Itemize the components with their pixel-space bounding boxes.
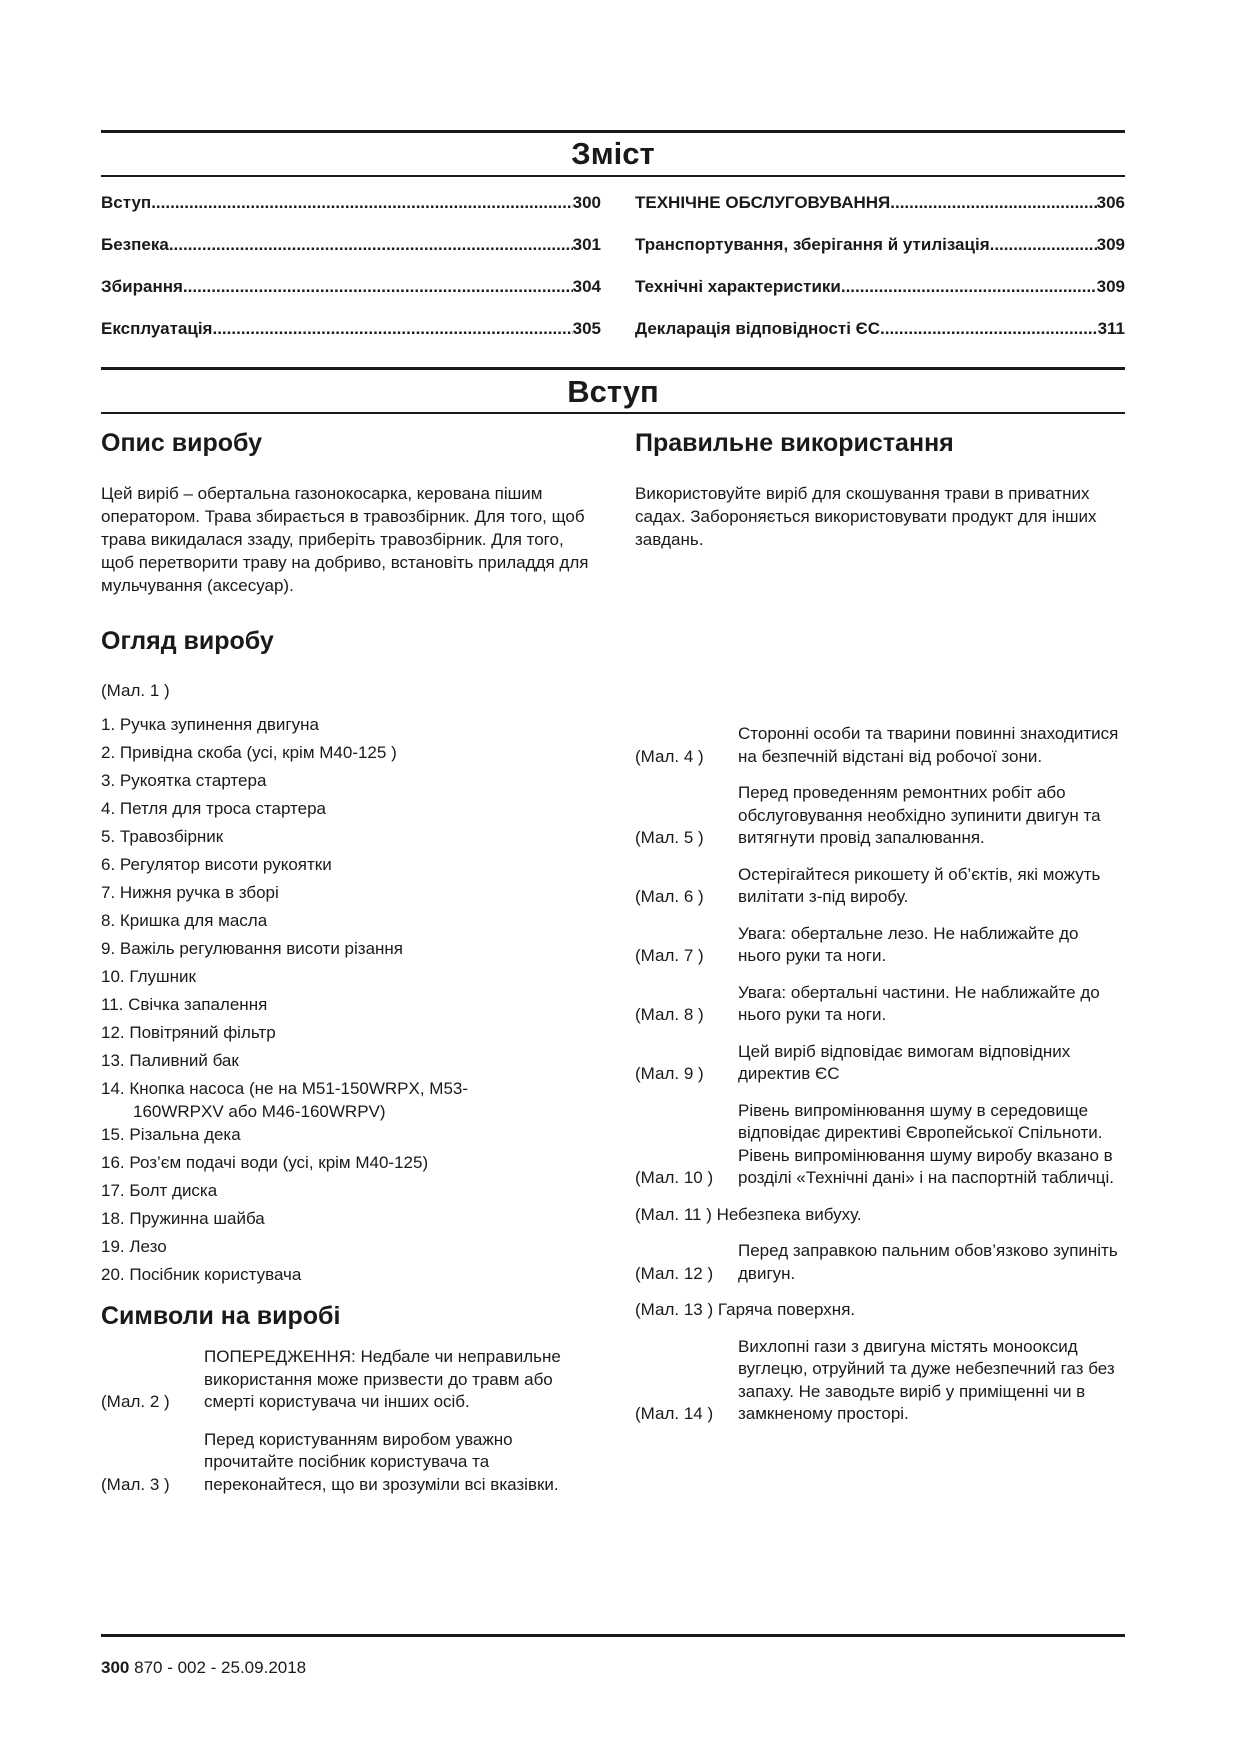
list-item: 11. Свічка запалення [101,995,268,1014]
symbol-item [635,782,1125,850]
list-item: 16. Роз’єм подачі води (усі, крім M40-125) [101,1153,429,1172]
toc-left [101,191,601,359]
footer-rule [101,1634,1125,1637]
symbol-item [635,982,1125,1027]
proper-use-heading: Правильне використання [635,429,954,457]
symbols-heading: Символи на виробі [101,1302,341,1330]
description-heading: Опис виробу [101,429,263,457]
symbol-text: Рівень випромінювання шуму в середовище відповідає директиві Європейської Спільноти. Рівень випромінювання шуму виробу вказано в розділі «Технічні дані» і на паспортній табличці. [738,1100,1115,1187]
symbol-item [635,1100,1125,1190]
list-item: 17. Болт диска [101,1181,218,1200]
list-item: 13. Паливний бак [101,1051,239,1070]
symbol-text: Вихлопні гази з двигуна містять монооксид вуглецю, отруйний та дуже небезпечний газ без запаху. Не заводьте виріб у приміщенні чи в замкненому просторі. [738,1336,1115,1423]
toc-entry[interactable]: Збирання ..... 304 [101,275,601,317]
symbol-ref: (Мал. 3 ) [101,1474,170,1494]
symbol-text: Остерігайтеся рикошету й об’єктів, які можуть вилітати з-під виробу. [738,864,1101,906]
toc-entry[interactable]: Експлуатація ..... 305 [101,317,601,359]
parts-list [101,713,601,1291]
symbol-text: Перед користуванням виробом уважно прочитайте посібник користувача та переконайтеся, що ви зрозуміли всі вказівки. [204,1429,559,1494]
symbol-text: ПОПЕРЕДЖЕННЯ: Недбале чи неправильне використання може призвести до травм або смерті користувача чи інших осіб. [204,1347,561,1411]
symbol-item [635,1204,1125,1227]
page [101,0,1125,1754]
intro-rule [101,367,1125,370]
toc-entry[interactable]: ТЕХНІЧНЕ ОБСЛУГОВУВАННЯ ..... 306 [635,191,1125,233]
description-text: Цей виріб – обертальна газонокосарка, керована пішим оператором. Трава збирається в травозбірник. Для того, щоб трава викидалася ззаду, приберіть травозбірник. Для того, щоб перетворити траву на добриво, встановіть приладдя для мульчування (аксесуар). [101,484,589,595]
list-item: 15. Різальна дека [101,1125,241,1144]
symbol-ref: (Мал. 5 ) [635,828,704,847]
symbol-ref: (Мал. 7 ) [635,946,704,965]
footer-page-number: 300 [101,1658,130,1677]
toc-entry[interactable]: Технічні характеристики ..... 309 [635,275,1125,317]
symbol-text: Гаряча поверхня. [717,1300,856,1319]
symbol-ref: (Мал. 4 ) [635,746,704,766]
right-column [635,428,1125,1423]
footer [101,1657,306,1679]
toc-entry[interactable]: Безпека ..... 301 [101,233,601,275]
toc-entry[interactable]: Декларація відповідності ЄС ..... 311 [635,317,1125,359]
contents-title: Зміст [571,136,655,171]
list-item: 1. Ручка зупинення двигуна [101,715,319,734]
symbol-text: Увага: обертальне лезо. Не наближайте до нього руки та ноги. [738,923,1079,965]
overview-ref: (Мал. 1 ) [101,681,170,700]
symbol-ref: (Мал. 6 ) [635,887,704,906]
symbol-text: Перед проведенням ремонтних робіт або обслуговування необхідно зупинити двигун та витягнути провід запалювання. [738,783,1101,847]
symbol-item [635,864,1125,909]
symbol-ref: (Мал. 2 ) [101,1392,170,1411]
footer-info: 870 - 002 - 25.09.2018 [134,1658,307,1677]
symbol-item [635,1336,1125,1426]
top-rule [101,130,1125,133]
symbol-item [635,923,1125,968]
list-item: 7. Нижня ручка в зборі [101,883,279,902]
intro-title-rule [101,412,1125,414]
list-item: 4. Петля для троса стартера [101,799,327,818]
proper-use-text: Використовуйте виріб для скошування трави в приватних садах. Забороняється використовувати продукт для інших завдань. [635,484,1097,549]
symbol-text: Увага: обертальні частини. Не наближайте до нього руки та ноги. [738,982,1100,1024]
list-item: 6. Регулятор висоти рукоятки [101,855,332,874]
list-item: 14. Кнопка насоса (не на M51-150WRPX, M53-160WRPXV або M46-160WRPV) [101,1079,469,1121]
symbol-text: Небезпека вибуху. [716,1204,862,1224]
left-column [101,428,601,1496]
symbols-right [635,723,1125,1426]
contents-title-rule [101,175,1125,177]
symbol-item [101,1346,581,1414]
overview-heading: Огляд виробу [101,627,274,655]
list-item: 9. Важіль регулювання висоти різання [101,939,404,958]
toc-entry[interactable]: Вступ ..... 300 [101,191,601,233]
list-item: 12. Повітряний фільтр [101,1023,276,1042]
list-item: 18. Пружинна шайба [101,1209,265,1228]
list-item: 19. Лезо [101,1237,167,1256]
list-item: 3. Рукоятка стартера [101,771,267,790]
symbol-text: Цей виріб відповідає вимогам відповідних директив ЄС [738,1041,1071,1083]
list-item: 20. Посібник користувача [101,1265,302,1284]
symbol-ref: (Мал. 13 ) [635,1300,714,1319]
list-item: 8. Кришка для масла [101,911,268,930]
symbol-ref: (Мал. 11 ) [635,1204,712,1224]
symbol-item [635,723,1125,768]
symbol-item [101,1429,581,1497]
list-item: 10. Глушник [101,967,196,986]
symbol-ref: (Мал. 10 ) [635,1168,714,1187]
symbol-ref: (Мал. 8 ) [635,1005,704,1024]
symbol-text: Сторонні особи та тварини повинні знаходитися на безпечній відстані від робочої зони. [738,724,1119,766]
symbol-ref: (Мал. 12 ) [635,1263,714,1283]
list-item: 2. Привідна скоба (усі, крім M40-125 ) [101,743,397,762]
toc-right [635,191,1125,359]
symbol-ref: (Мал. 9 ) [635,1064,704,1083]
intro-title: Вступ [567,374,659,409]
symbol-item [635,1299,1125,1322]
list-item: 5. Травозбірник [101,827,224,846]
symbol-item [635,1240,1125,1285]
toc-entry[interactable]: Транспортування, зберігання й утилізація ..... 309 [635,233,1125,275]
symbol-item [635,1041,1125,1086]
symbol-ref: (Мал. 14 ) [635,1404,714,1423]
symbol-text: Перед заправкою пальним обов’язково зупиніть двигун. [738,1241,1118,1283]
